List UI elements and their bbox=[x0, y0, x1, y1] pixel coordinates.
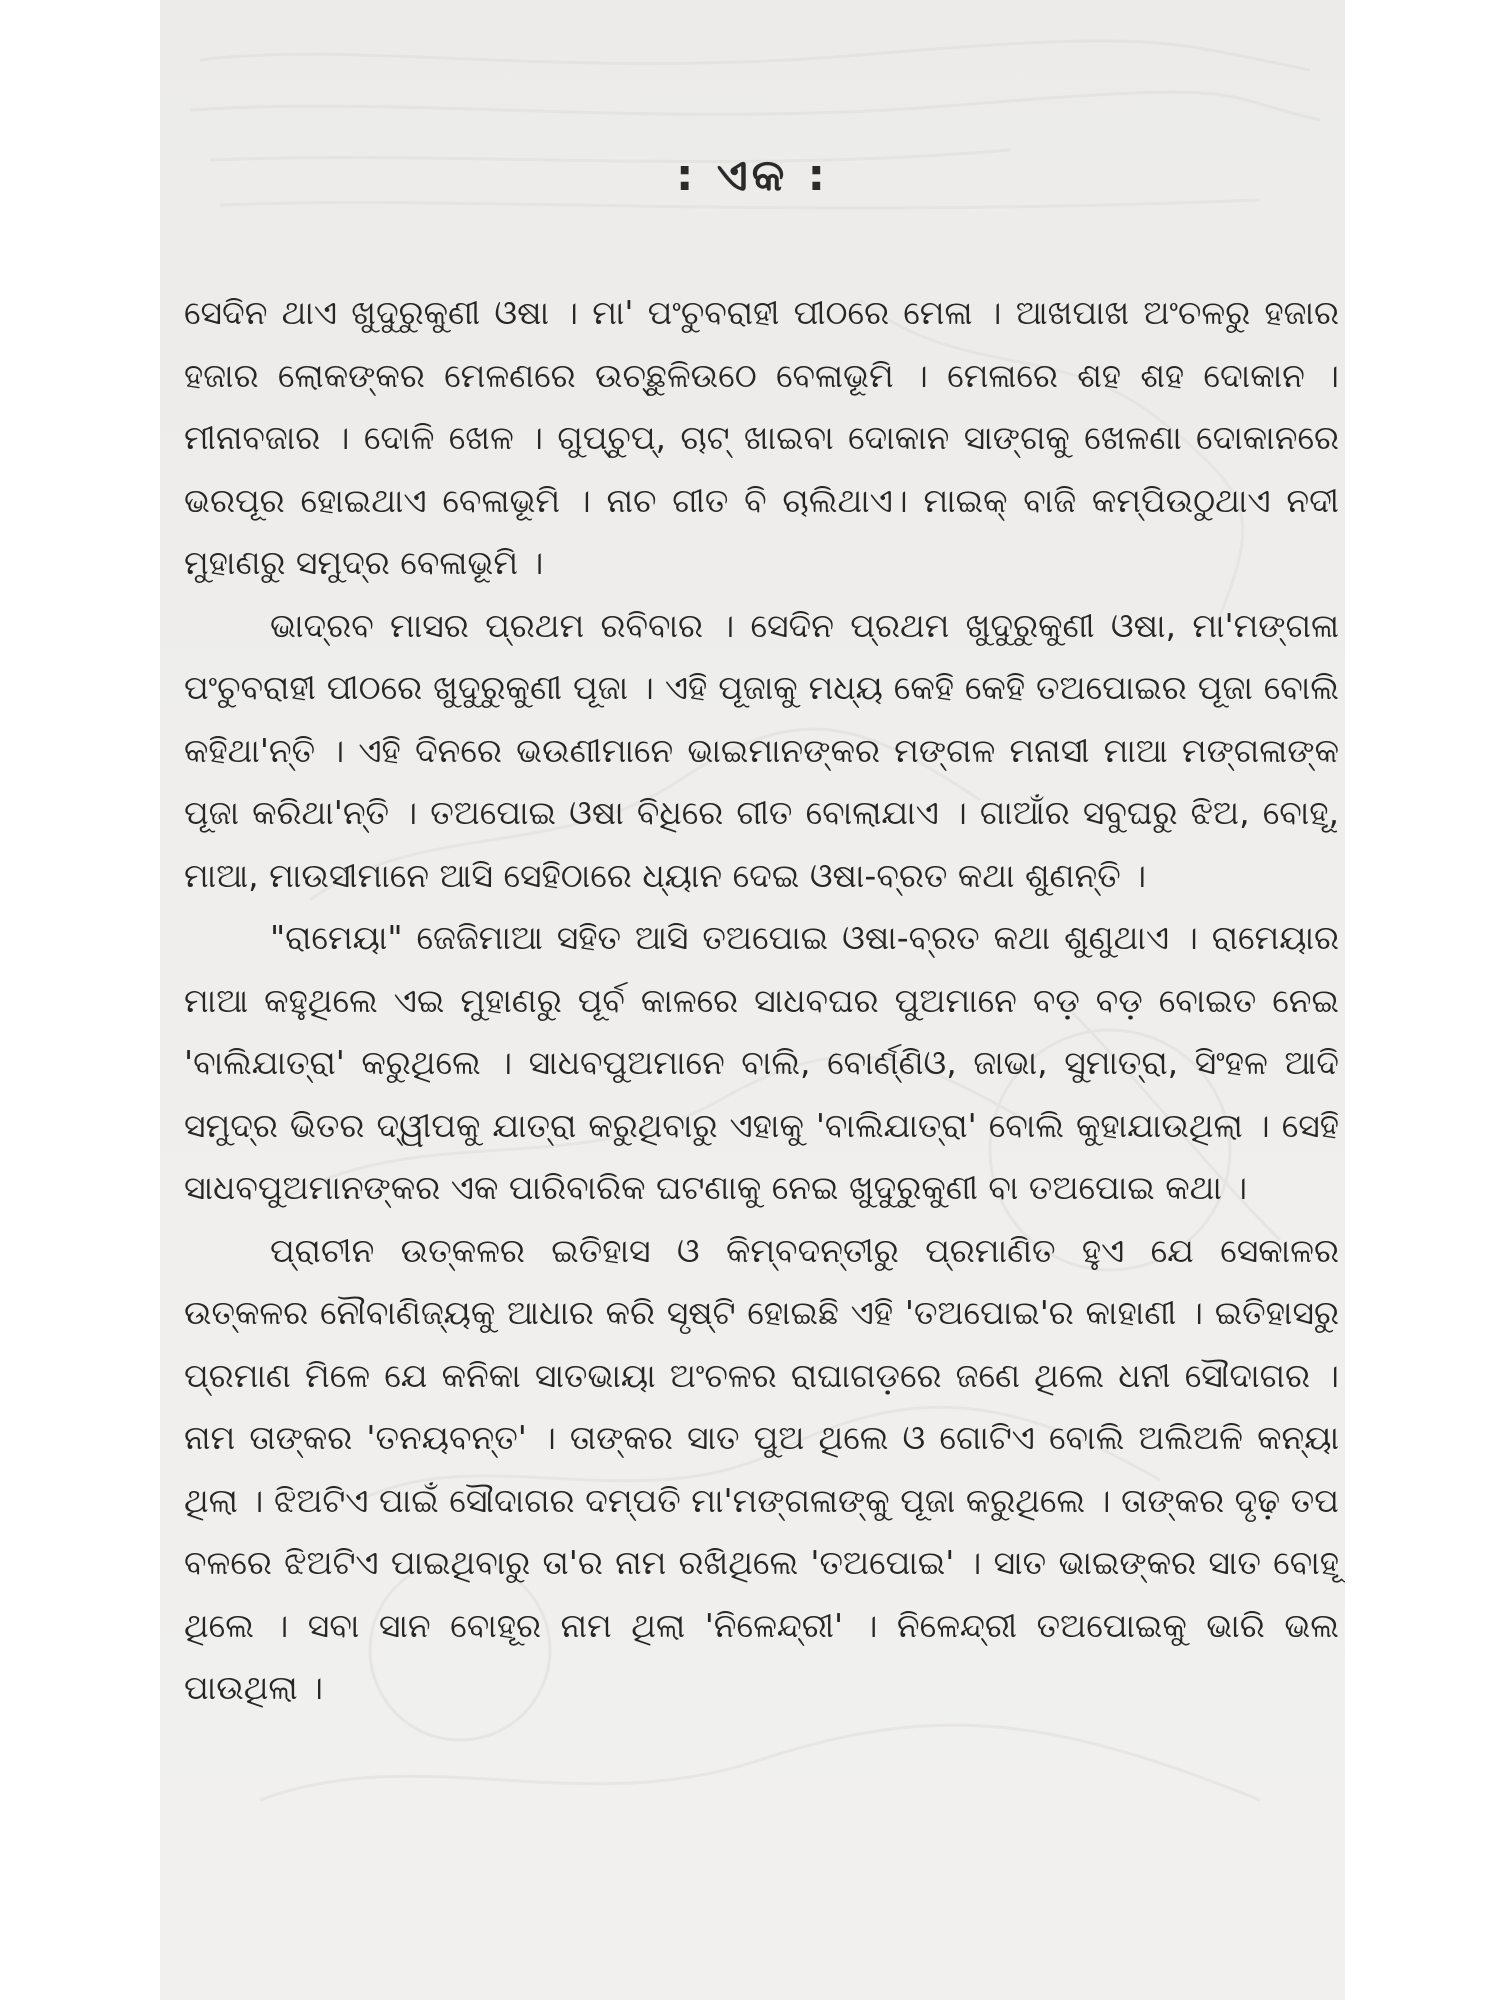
paragraph-1: ସେଦିନ ଥାଏ ଖୁଦୁରୁକୁଣୀ ଓଷା । ମା' ପଂଚୁବରାହୀ ପୀଠରେ ମେଳା । ଆଖପାଖ ଅଂଚଳରୁ ହଜାର ହଜାର ଲୋକଙ୍କର ମେଳଣରେ ଉଚ୍ଛୁଳିଉଠେ ବେଳାଭୂମି । ମେଳାରେ ଶହ ଶହ ଦୋକାନ । ମୀନାବଜାର । ଦୋଳି ଖେଳ । ଗୁପ୍‌ଚୁପ୍, ଚାଟ୍ ଖାଇବା ଦୋକାନ ସାଙ୍ଗକୁ ଖେଳଣା ଦୋକାନରେ ଭରପୂର ହୋଇଥାଏ ବେଳାଭୂମି । ନାଚ ଗୀତ ବି ଚାଲିଥାଏ। ମାଇକ୍ ବାଜି କମ୍ପିଉଠୁଥାଏ ନଦୀ ମୁହାଣରୁ ସମୁଦ୍ର ବେଳାଭୂମି । bbox=[184, 293, 1339, 582]
body-text bbox=[184, 282, 1339, 1720]
book-page bbox=[160, 0, 1345, 2000]
paragraph-4: ପ୍ରାଚୀନ ଉତ୍କଳର ଇତିହାସ ଓ କିମ୍ବଦନ୍ତୀରୁ ପ୍ରମାଣିତ ହୁଏ ଯେ ସେକାଳର ଉତ୍କଳର ନୌବାଣିଜ୍ୟକୁ ଆଧାର କରି ସୃଷ୍ଟି ହୋଇଛି ଏହି 'ତଅପୋଇ'ର କାହାଣୀ । ଇତିହାସରୁ ପ୍ରମାଣ ମିଳେ ଯେ କନିକା ସାତଭାୟା ଅଂଚଳର ରାଘାଗଡ଼ରେ ଜଣେ ଥିଲେ ଧନୀ ସୌଦାଗର । ନାମ ତାଙ୍କର 'ତନୟବନ୍ତ' । ତାଙ୍କର ସାତ ପୁଅ ଥିଲେ ଓ ଗୋଟିଏ ବୋଲି ଅଲିଅଳି କନ୍ୟା ଥିଲା । ଝିଅଟିଏ ପାଇଁ ସୌଦାଗର ଦମ୍ପତି ମା'ମଙ୍ଗଳାଙ୍କୁ ପୂଜା କରୁଥିଲେ । ତାଙ୍କର ଦୃଢ଼ ତପ ବଳରେ ଝିଅଟିଏ ପାଇଥିବାରୁ ତା'ର ନାମ ରଖିଥିଲେ 'ତଅପୋଇ' । ସାତ ଭାଇଙ୍କର ସାତ ବୋହୂ ଥିଲେ । ସବା ସାନ ବୋହୂର ନାମ ଥିଲା 'ନିଳେନ୍ଦ୍ରୀ' । ନିଳେନ୍ଦ୍ରୀ ତଅପୋଇକୁ ଭାରି ଭଲ ପାଉଥିଲା । bbox=[184, 1230, 1339, 1707]
paragraph-3: "ରାମେୟା" ଜେଜିମାଆ ସହିତ ଆସି ତଅପୋଇ ଓଷା-ବ୍ରତ କଥା ଶୁଣୁଥାଏ । ରାମେୟାର ମାଆ କହୁଥିଲେ ଏଇ ମୁହାଣରୁ ପୂର୍ବ କାଳରେ ସାଧବଘର ପୁଅମାନେ ବଡ଼ ବଡ଼ ବୋଇତ ନେଇ 'ବାଲିଯାତ୍ରା' କରୁଥିଲେ । ସାଧବପୁଅମାନେ ବାଲି, ବୋର୍ଣ୍ଣିଓ, ଜାଭା, ସୁମାତ୍ରା, ସିଂହଳ ଆଦି ସମୁଦ୍ର ଭିତର ଦ୍ୱୀପକୁ ଯାତ୍ରା କରୁଥିବାରୁ ଏହାକୁ 'ବାଲିଯାତ୍ରା' ବୋଲି କୁହାଯାଉଥିଲା । ସେହି ସାଧବପୁଅମାନଙ୍କର ଏକ ପାରିବାରିକ ଘଟଣାକୁ ନେଇ ଖୁଦୁରୁକୁଣୀ ବା ତଅପୋଇ କଥା । bbox=[184, 918, 1339, 1207]
chapter-heading: : ଏକ : bbox=[675, 150, 830, 201]
paragraph-2: ଭାଦ୍ରବ ମାସର ପ୍ରଥମ ରବିବାର । ସେଦିନ ପ୍ରଥମ ଖୁଦୁରୁକୁଣୀ ଓଷା, ମା'ମଙ୍ଗଳା ପଂଚୁବରାହୀ ପୀଠରେ ଖୁଦୁରୁକୁଣୀ ପୂଜା । ଏହି ପୂଜାକୁ ମଧ୍ୟ କେହି କେହି ତଅପୋଇର ପୂଜା ବୋଲି କହିଥା'ନ୍ତି । ଏହି ଦିନରେ ଭଉଣୀମାନେ ଭାଇମାନଙ୍କର ମଙ୍ଗଳ ମନାସୀ ମାଆ ମଙ୍ଗଳାଙ୍କ ପୂଜା କରିଥା'ନ୍ତି । ତଅପୋଇ ଓଷା ବିଧିରେ ଗୀତ ବୋଲାଯାଏ । ଗାଆଁର ସବୁଘରୁ ଝିଅ, ବୋହୂ, ମାଆ, ମାଉସୀମାନେ ଆସି ସେହିଠାରେ ଧ୍ୟାନ ଦେଇ ଓଷା-ବ୍ରତ କଥା ଶୁଣନ୍ତି । bbox=[184, 605, 1339, 895]
